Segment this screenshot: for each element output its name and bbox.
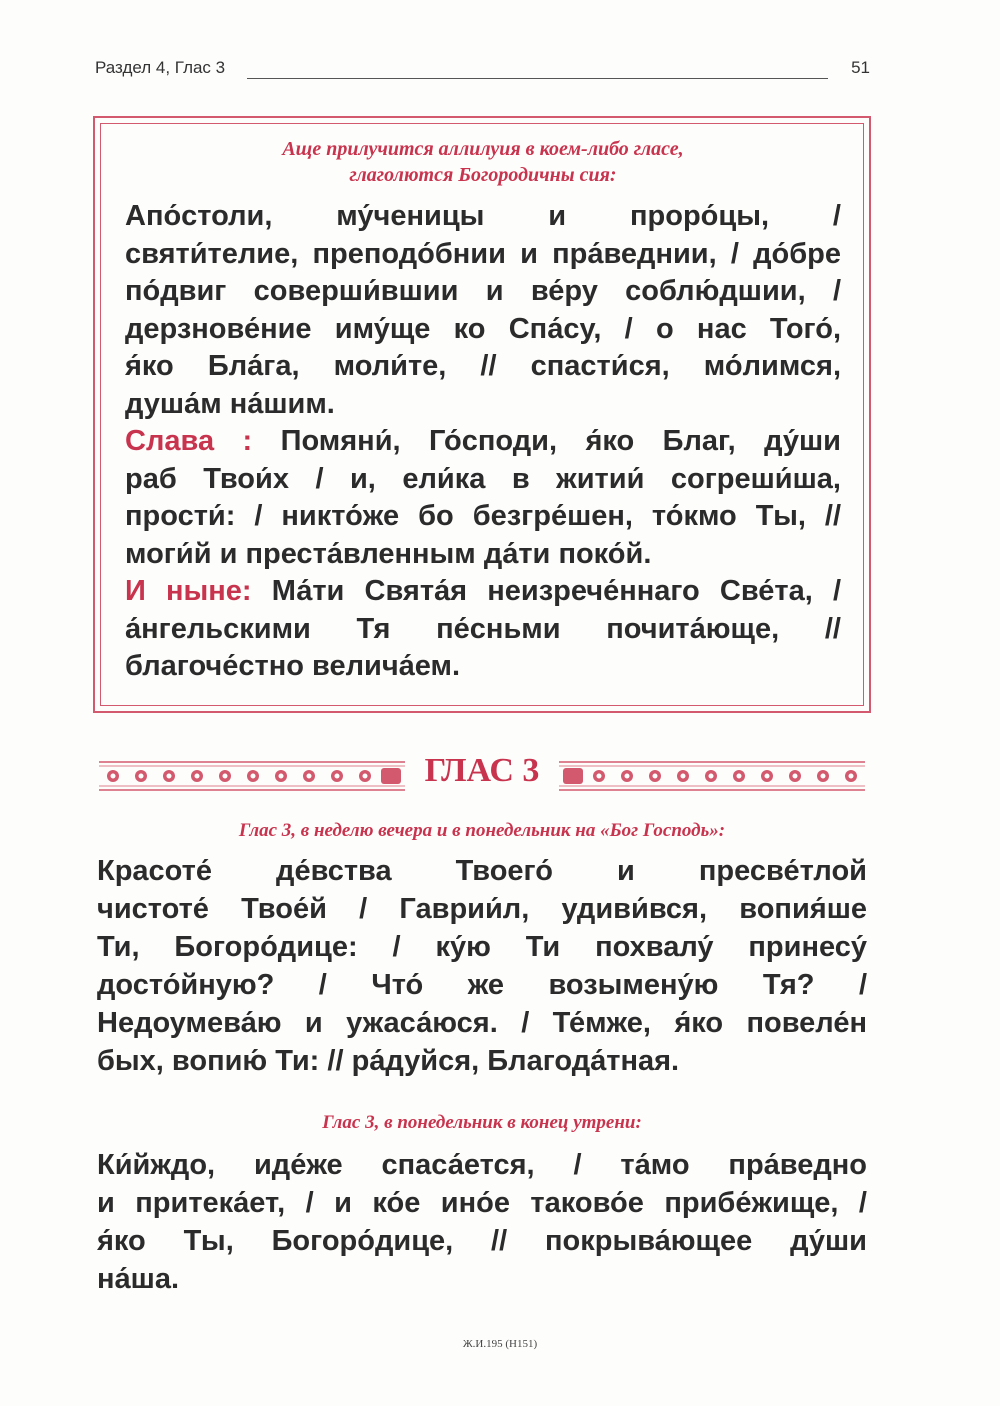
hymn-line: бых, вопию́ Ти: // ра́дуйся, Благода́тная.	[97, 1045, 680, 1077]
sec3-hymn	[97, 1146, 867, 1298]
slava-text: Помяни́, Го́споди, я́ко Благ, ду́ши	[280, 425, 841, 457]
page-number: 51	[851, 58, 870, 77]
theotokion-frame	[93, 116, 871, 713]
header-rule	[247, 78, 828, 79]
hymn-line: а́нгельскими Тя пе́сньми почита́юще, //	[125, 612, 841, 645]
hymn-line	[125, 423, 841, 461]
glas-title: ГЛАС 3	[424, 752, 540, 789]
hymn-line: раб Твои́х / и, ели́ка в житии́ согреши́ша,	[125, 462, 841, 495]
hymn-line: Недоумева́ю и ужаса́юся. / Те́мже, я́ко повеле́н	[97, 1007, 867, 1039]
hymn-line: дерзнове́ние иму́ще ко Спа́су, / о нас Того́,	[125, 312, 841, 345]
page-header	[95, 58, 870, 84]
hymn-line: душа́м на́шим.	[125, 387, 335, 420]
hymn-line: я́ко Ты, Богоро́дице, // покрыва́ющее ду́ши	[97, 1225, 867, 1257]
sec2-hymn	[97, 852, 867, 1080]
hymn-line: досто́йную? / Что́ же возымену́ю Тя? /	[97, 969, 867, 1001]
hymn-line: я́ко Бла́га, моли́те, // спасти́ся, мо́лимся,	[125, 350, 841, 382]
slava-label: Слава :	[125, 425, 253, 457]
print-code: Ж.И.195 (Н151)	[462, 1338, 538, 1350]
theotokion-frame-inner	[100, 123, 864, 706]
nyne-label: И ныне:	[125, 575, 252, 607]
hymn-line: по́двиг соверши́вшии и ве́ру соблю́дшии, /	[125, 275, 841, 307]
box-rubric-line: Аще прилучится аллилуия в коем-либо гласе,	[282, 138, 684, 160]
sec3-rubric: Глас 3, в понедельник в конец утрени:	[322, 1112, 642, 1133]
hymn-line: и притека́ет, / и ко́е ино́е таково́е прибе́жище, /	[97, 1187, 867, 1219]
section-title: Раздел 4, Глас 3	[95, 58, 226, 77]
hymn-line: Ти, Богоро́дице: / ку́ю Ти похвалу́ принесу́	[97, 931, 867, 963]
hymn-line: благоче́стно велича́ем.	[125, 650, 461, 682]
glas3-monday-matins	[97, 1110, 867, 1298]
hymn-line: моги́й и преста́вленным да́ти поко́й.	[125, 537, 652, 570]
hymn-line: прости́: / никто́же бо безгре́шен, то́кмо Ты, //	[125, 500, 841, 532]
sec2-rubric: Глас 3, в неделю вечера и в понедельник на «Бог Господь»:	[238, 820, 726, 841]
hymn-line: Апо́столи, му́ченицы и проро́цы, /	[125, 200, 841, 232]
hymn-line: на́ша.	[97, 1263, 180, 1295]
apostles-hymn	[125, 198, 841, 686]
glas-divider	[97, 748, 867, 804]
hymn-line: чистоте́ Твое́й / Гаврии́л, удиви́вся, вопия́ше	[97, 893, 867, 925]
box-rubric	[125, 136, 841, 188]
box-rubric-line: глаголются Богородичны сия:	[349, 164, 617, 186]
left-ornament	[97, 748, 407, 804]
nyne-text: Ма́ти Свята́я неизрече́ннаго Све́та, /	[271, 575, 841, 607]
glas3-sunday-evening	[97, 818, 867, 1080]
hymn-line: Ки́йждо, иде́же спаса́ется, / та́мо пра́ведно	[97, 1149, 867, 1181]
hymn-line	[125, 573, 841, 611]
hymn-line: святи́телие, преподо́бнии и пра́веднии, / до́бре	[125, 237, 841, 270]
right-ornament	[557, 748, 867, 804]
hymn-line: Красоте́ де́вства Твоего́ и пресве́тлой	[97, 855, 867, 887]
